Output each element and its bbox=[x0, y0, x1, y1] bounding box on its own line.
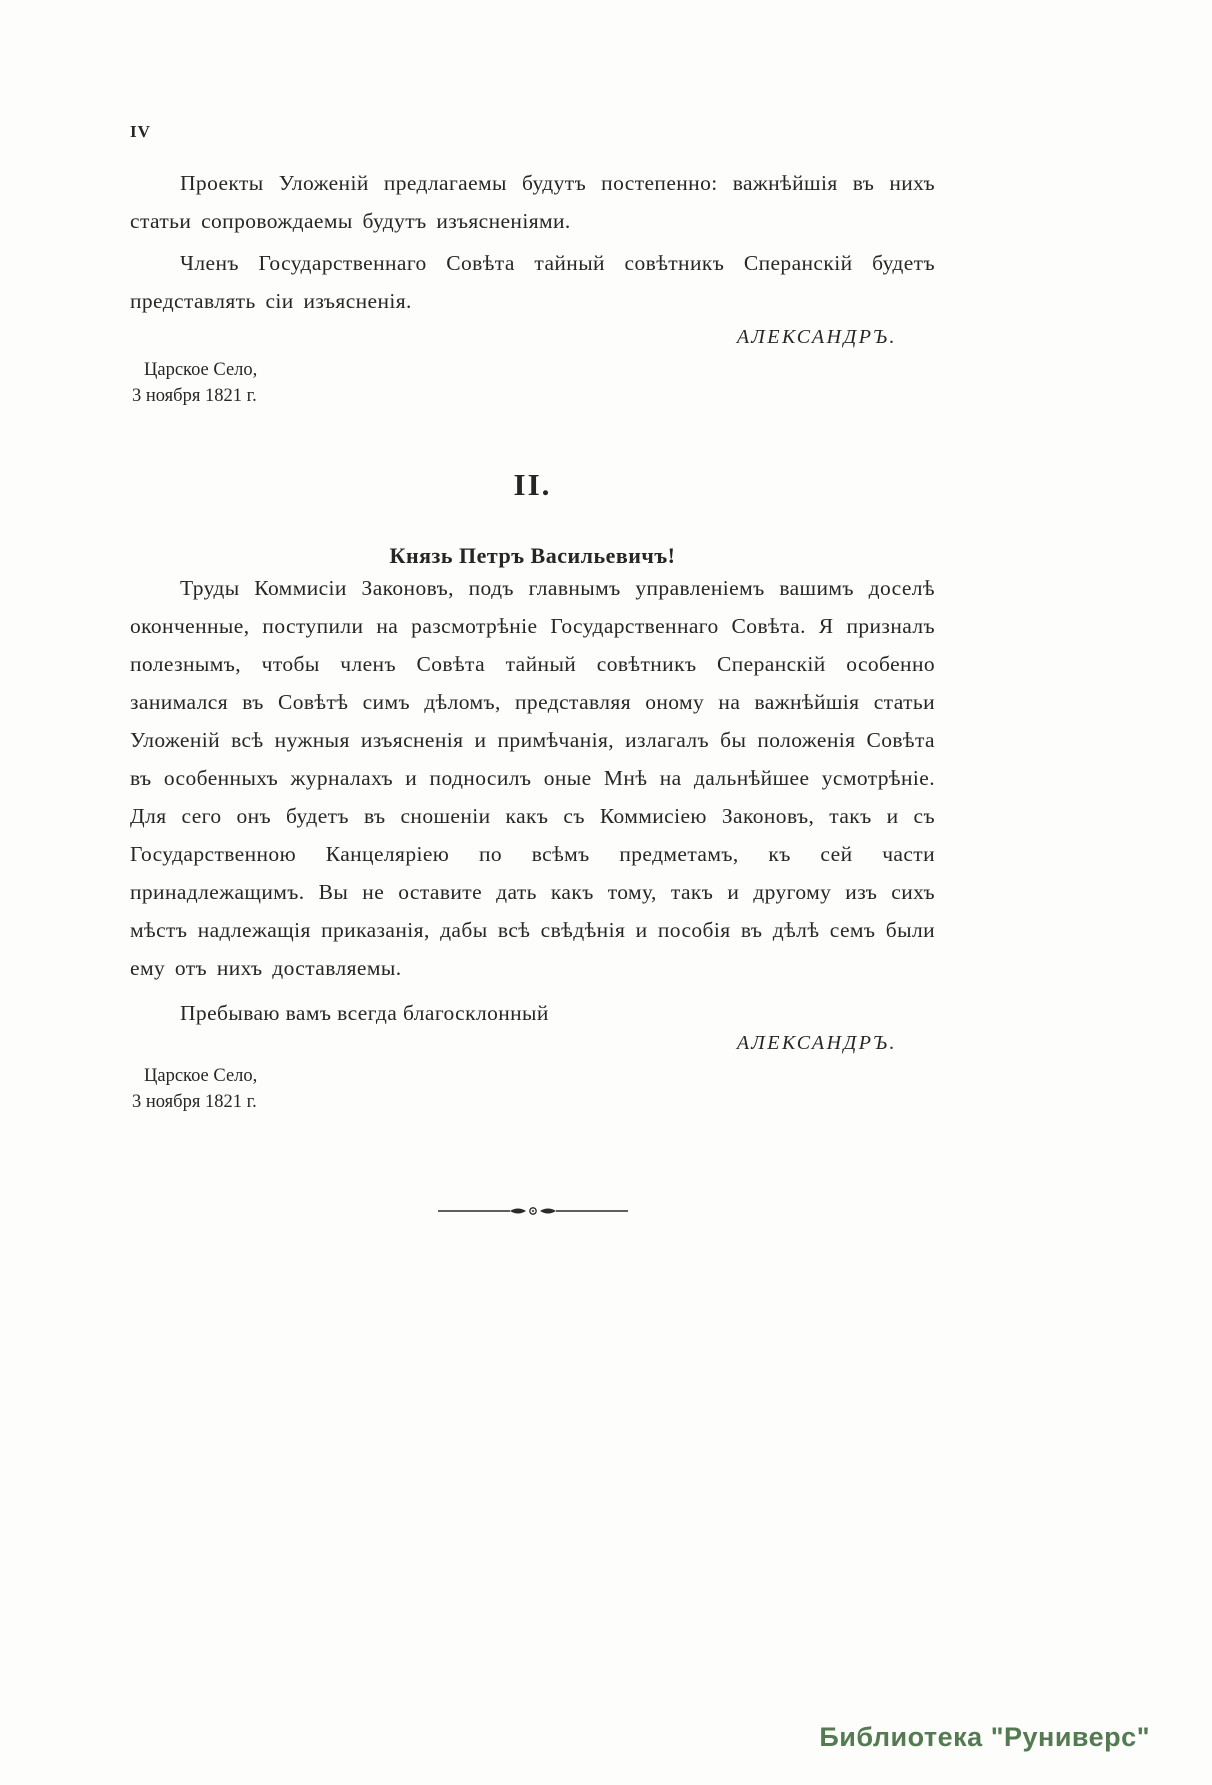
rescript1-date: 3 ноября 1821 г. bbox=[132, 386, 257, 406]
section-divider bbox=[130, 1203, 935, 1224]
rescript2-closing: Пребываю вамъ всегда благосклонный bbox=[180, 1001, 549, 1025]
rescript1-paragraph-2: Членъ Государственнаго Совѣта тайный совѣтникъ Сперанскій будетъ представлять сіи изъясненія. bbox=[130, 251, 935, 313]
rescript2-body-paragraph: Труды Коммисіи Законовъ, подъ главнымъ управленіемъ вашимъ доселѣ оконченные, поступили на разсмотрѣніе Государственнаго Совѣта. Я призналъ полезнымъ, чтобы членъ Совѣта тайный совѣтникъ Сперанскій особенно занимался въ Совѣтѣ симъ дѣломъ, представляя оному на важнѣйшія статьи Уложеній всѣ нужныя изъясненія и примѣчанія, излагалъ бы положенія Совѣта въ особенныхъ журналахъ и подносилъ оные Мнѣ на дальнѣйшее усмотрѣніе. Для сего онъ будетъ въ сношеніи какъ съ Коммисіею Законовъ, такъ и съ Государственною Канцеляріею по всѣмъ предметамъ, къ сей части принадлежащимъ. Вы не оставите дать какъ тому, такъ и другому изъ сихъ мѣстъ надлежащія приказанія, дабы всѣ свѣдѣнія и пособія въ дѣлѣ семъ были ему отъ нихъ доставляемы. bbox=[130, 576, 935, 980]
section-heading: II. bbox=[513, 467, 552, 502]
rescript2-salutation: Князь Петръ Васильевичъ! bbox=[389, 543, 676, 568]
rescript1-place: Царское Село, bbox=[144, 360, 258, 380]
rescript1-signature: АЛЕКСАНДРЪ. bbox=[736, 326, 897, 348]
ornamental-rule-icon bbox=[438, 1203, 628, 1219]
library-watermark: Библиотека "Руниверс" bbox=[819, 1722, 1150, 1752]
text-column bbox=[130, 122, 935, 1224]
rescript2-place: Царское Село, bbox=[144, 1066, 258, 1086]
page-number: IV bbox=[130, 122, 151, 141]
rescript1-place-date bbox=[130, 357, 935, 409]
rescript2-signature: АЛЕКСАНДРЪ. bbox=[736, 1032, 897, 1054]
rescript2-date: 3 ноября 1821 г. bbox=[132, 1092, 257, 1112]
rescript2-place-date bbox=[130, 1063, 935, 1115]
rescript1-paragraph-1: Проекты Уложеній предлагаемы будутъ постепенно: важнѣйшія въ нихъ статьи сопровождаемы будутъ изъясненіями. bbox=[130, 171, 935, 233]
